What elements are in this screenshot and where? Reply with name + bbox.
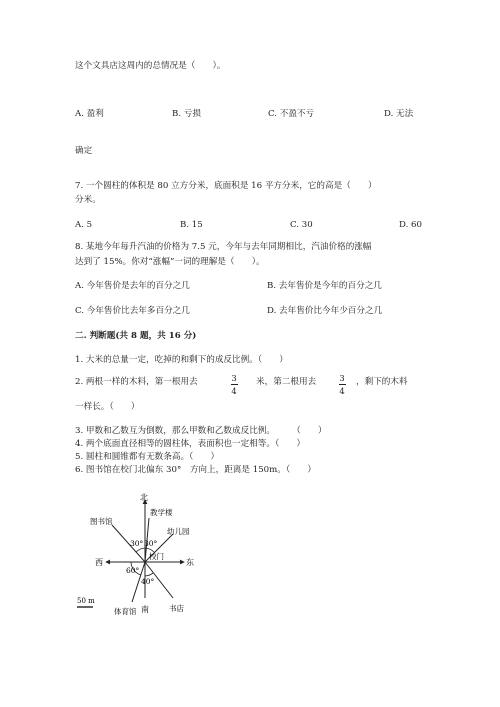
q8-option-a: A. 今年售价是去年的百分之几	[75, 281, 190, 291]
q7-option-d: D. 60	[399, 220, 422, 230]
q8-line2: 达到了 15%。你对“涨幅”一词的理解是（ ）。	[75, 257, 265, 267]
q7-option-b: B. 15	[180, 220, 203, 230]
q6-option-d-wrap: 确定	[75, 146, 93, 156]
judge-5: 5. 圆柱和圆锥都有无数条高。（ ）	[75, 452, 220, 462]
fraction-bar	[231, 384, 238, 385]
gym-label: 体育馆	[114, 607, 137, 616]
bookstore-label: 书店	[169, 604, 184, 613]
fraction-numerator: 3	[231, 373, 237, 383]
q8-option-c: C. 今年售价比去年多百分之几	[75, 306, 190, 316]
judge-6: 6. 图书馆在校门北偏东 30° 方向上，距离是 150m。（ ）	[75, 465, 316, 475]
section-title: 二. 判断题(共 8 题，共 16 分)	[75, 331, 197, 341]
fraction-denominator: 4	[339, 386, 345, 396]
q8-option-d: D. 去年售价比今年少百分之几	[267, 306, 383, 316]
q8-line1: 8. 某地今年每升汽油的价格为 7.5 元，今年与去年同期相比，汽油价格的涨幅	[75, 242, 372, 252]
kindergarten-label: 幼儿园	[167, 527, 190, 536]
q8-option-b: B. 去年售价是今年的百分之几	[267, 281, 382, 291]
fraction-bar	[339, 384, 346, 385]
angle-arc	[136, 548, 145, 552]
judge-2-fraction-2	[335, 373, 349, 396]
angle-label-60: 60°	[126, 566, 140, 575]
west-label: 西	[95, 558, 103, 567]
q6-stem: 这个文具店这周内的总情况是（ ）。	[75, 61, 226, 71]
q7-option-a: A. 5	[75, 220, 93, 230]
q6-option-d: D. 无法	[384, 109, 414, 119]
judge-1: 1. 大米的总量一定，吃掉的和剩下的成反比例。（ ）	[75, 355, 288, 365]
judge-3: 3. 甲数和乙数互为倒数，那么甲数和乙数成反比例。 （ ）	[75, 426, 327, 436]
north-label: 北	[140, 493, 148, 502]
judge-2-fraction-1	[227, 373, 241, 396]
q6-option-c: C. 不盈不亏	[268, 109, 315, 119]
teaching-building-label: 教学楼	[150, 508, 173, 517]
q6-option-a: A. 盈利	[75, 109, 104, 119]
judge-4: 4. 两个底面直径相等的圆柱体，表面积也一定相等。（ ）	[75, 439, 306, 449]
angle-arc	[145, 573, 153, 576]
fraction-denominator: 4	[231, 386, 237, 396]
angle-label-40: 40°	[141, 577, 155, 586]
judge-2-part-b: 米，第二根用去	[256, 377, 317, 387]
scale-label: 50 m	[77, 597, 95, 605]
angle-label-30-right: 30°	[144, 539, 158, 548]
q7-line1: 7. 一个圆柱的体积是 80 立方分米，底面积是 16 平方分米，它的高是（ ）	[75, 181, 377, 191]
judge-2-part-c: ，剩下的木料	[356, 377, 408, 387]
east-label: 东	[186, 558, 194, 567]
direction-map	[70, 490, 220, 620]
fraction-numerator: 3	[339, 373, 345, 383]
judge-2-wrap: 一样长。（ ）	[75, 402, 140, 412]
q6-option-b: B. 亏损	[172, 109, 201, 119]
library-label: 图书馆	[90, 517, 113, 526]
judge-2-part-a: 2. 两根一样的木料，第一根用去	[75, 377, 198, 387]
q7-line2: 分米。	[75, 195, 101, 205]
school-gate-label: 校门	[149, 552, 164, 561]
angle-label-30-left: 30°	[130, 539, 144, 548]
q7-option-c: C. 30	[290, 220, 313, 230]
south-label: 南	[141, 605, 149, 614]
